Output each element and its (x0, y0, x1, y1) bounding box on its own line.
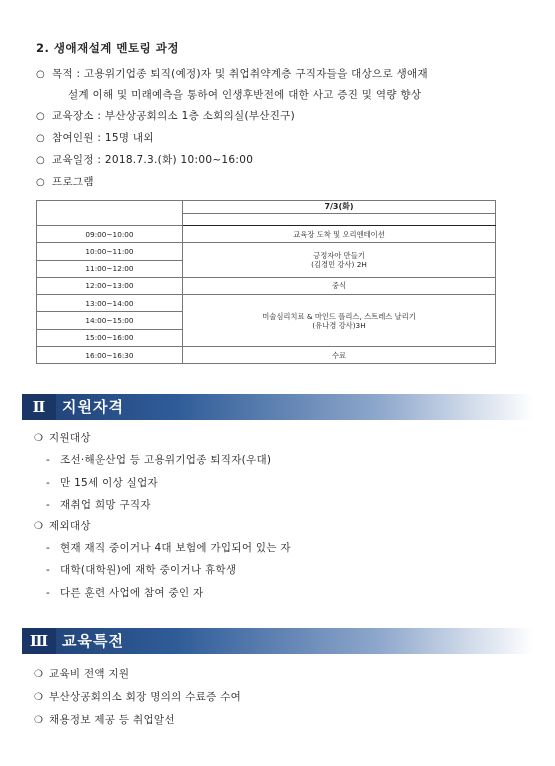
purpose-text: 목적 : 고용위기업종 퇴직(예정)자 및 취업취약계층 구직자들을 대상으로 생애재 (52, 68, 428, 80)
dash-marker: - (46, 542, 51, 554)
dash-marker: - (46, 564, 51, 576)
schedule-text: 교육일정 : 2018.7.3.(화) 10:00~16:00 (52, 154, 254, 166)
program-table (36, 200, 496, 364)
time-cell: 14:00~15:00 (37, 312, 183, 329)
header-date-cell: 7/3(화) (183, 201, 496, 214)
dash-marker: - (46, 454, 51, 466)
list-item (46, 475, 158, 490)
content-cell (183, 243, 496, 278)
header-sub-cell (183, 214, 496, 226)
content-cell: 교육장 도착 및 오리엔테이션 (183, 226, 496, 243)
participants-line (36, 130, 154, 145)
program-text: 프로그램 (52, 176, 94, 188)
list-item (46, 562, 236, 577)
header-time-cell (37, 201, 183, 226)
dash-marker: - (46, 587, 51, 599)
circle-bullet-icon: ❍ (34, 715, 44, 726)
list-item-text: 채용정보 제공 등 취업알선 (49, 714, 175, 726)
table-row (37, 226, 496, 243)
bullet-marker: ○ (36, 133, 46, 144)
content-cell: 수료 (183, 347, 496, 364)
list-item (34, 712, 175, 727)
table-header-row (37, 201, 496, 214)
section-2-title: 2. 생애재설계 멘토링 과정 (36, 41, 179, 55)
section-ii-title: 지원자격 (62, 398, 124, 416)
list-item-text: 만 15세 이상 실업자 (60, 477, 158, 489)
bullet-marker: ○ (36, 111, 46, 122)
schedule-line (36, 152, 253, 167)
bullet-marker: ○ (36, 177, 46, 188)
list-item (34, 689, 241, 704)
table-row (37, 347, 496, 364)
purpose-line (36, 66, 428, 81)
time-cell: 16:00~16:30 (37, 347, 183, 364)
time-cell: 15:00~16:00 (37, 329, 183, 346)
list-item-text: 조선·해운산업 등 고용위기업종 퇴직자(우대) (60, 454, 272, 466)
exclude-label-line (34, 518, 91, 533)
list-item-text: 다른 훈련 사업에 참여 중인 자 (60, 587, 204, 599)
list-item-text: 부산상공회의소 회장 명의의 수료증 수여 (49, 691, 242, 703)
section-iii-title: 교육특전 (62, 632, 124, 650)
content-line: 긍정자아 만들기 (313, 250, 365, 260)
section-iii-banner (22, 628, 534, 654)
program-line (36, 174, 94, 189)
table-row (37, 243, 496, 260)
table-row (37, 277, 496, 294)
time-cell: 13:00~14:00 (37, 295, 183, 312)
bullet-marker: ○ (36, 69, 46, 80)
table-row (37, 295, 496, 312)
time-cell: 10:00~11:00 (37, 243, 183, 260)
circle-bullet-icon: ❍ (34, 669, 44, 680)
content-line: (김경민 강사) 2H (311, 260, 367, 270)
content-line: 미술심리치료 & 마인드 플리스, 스트레스 날리기 (262, 311, 416, 321)
list-item (46, 585, 204, 600)
dash-marker: - (46, 499, 51, 511)
list-item-text: 현재 재직 중이거나 4대 보험에 가입되어 있는 자 (60, 542, 291, 554)
list-item (46, 452, 271, 467)
circle-bullet-icon: ❍ (34, 433, 44, 444)
list-item (46, 497, 151, 512)
list-item-text: 교육비 전액 지원 (49, 668, 130, 680)
purpose-continuation: 설계 이해 및 미래예측을 통하여 인생후반전에 대한 사고 증진 및 역량 향상 (68, 89, 422, 101)
location-line (36, 108, 295, 123)
section-ii-numeral: Ⅱ (22, 394, 56, 420)
exclude-label: 제외대상 (49, 520, 91, 532)
target-label-line (34, 430, 91, 445)
section-ii-banner (22, 394, 534, 420)
list-item-text: 대학(대학원)에 재학 중이거나 휴학생 (60, 564, 237, 576)
list-item (46, 540, 291, 555)
list-item-text: 재취업 희망 구직자 (60, 499, 151, 511)
section-iii-numeral: Ⅲ (22, 628, 56, 654)
time-cell: 12:00~13:00 (37, 277, 183, 294)
circle-bullet-icon: ❍ (34, 521, 44, 532)
target-label: 지원대상 (49, 432, 91, 444)
list-item (34, 666, 129, 681)
time-cell: 11:00~12:00 (37, 260, 183, 277)
location-text: 교육장소 : 부산상공회의소 1층 소회의실(부산진구) (52, 110, 296, 122)
content-cell (183, 295, 496, 347)
content-cell: 중식 (183, 277, 496, 294)
circle-bullet-icon: ❍ (34, 692, 44, 703)
bullet-marker: ○ (36, 155, 46, 166)
time-cell: 09:00~10:00 (37, 226, 183, 243)
participants-text: 참여인원 : 15명 내외 (52, 132, 154, 144)
content-line: (유나경 강사)3H (312, 320, 366, 330)
dash-marker: - (46, 477, 51, 489)
